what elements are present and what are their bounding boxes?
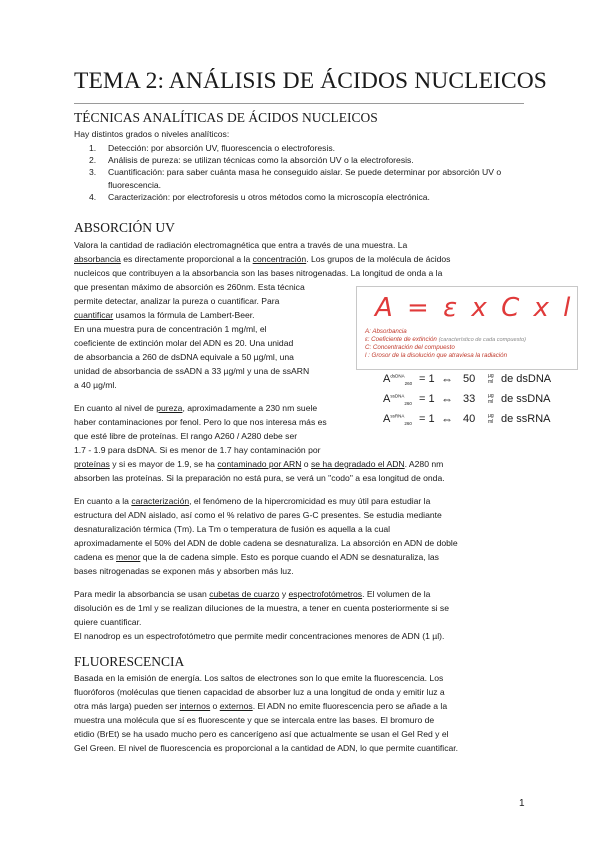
paragraph-line: que presentan máximo de absorción es 260nm. Esta técnica — [74, 282, 305, 292]
paragraph-line: Valora la cantidad de radiación electromagnética que entra a través de una muestra. La — [74, 240, 408, 250]
paragraph-line: Gel Green. El nivel de fluorescencia es proporcional a la cantidad de ADN, lo que permite cuantificar. — [74, 743, 459, 753]
paragraph-line: aproximadamente el 50% del ADN de doble cadena se desnaturaliza. La absorción en ADN de doble — [74, 538, 458, 548]
title-divider — [74, 103, 524, 104]
absorbance-equivalences-image — [383, 371, 573, 433]
page-number: 1 — [519, 798, 525, 809]
paragraph-line: En cuanto al nivel de pureza, aproximadamente a 230 nm suele — [74, 403, 318, 413]
paragraph-line: otra más larga) pueden ser internos o externos. El ADN no emite fluorescencia pero se añade a la — [74, 701, 448, 711]
lambert-beer-formula-image — [356, 286, 578, 370]
paragraph-line: En una muestra pura de concentración 1 mg/ml, el — [74, 324, 267, 334]
paragraph-line: que esté libre de proteínas. El rango A260 / A280 debe ser — [74, 431, 298, 441]
paragraph-line: Para medir la absorbancia se usan cubetas de cuarzo y espectrofotómetros. El volumen de la — [74, 589, 431, 599]
equivalence-row: $A^{ssRNA}_{260}$ = 1 ⇔ 40 µg ml de ssRNA — [383, 412, 551, 427]
paragraph-line: proteínas y si es mayor de 1.9, se ha contaminado por ARN o se ha degradado el ADN. A280 nm — [74, 459, 444, 469]
paragraph-line: unidad de absorbancia de ssADN a 33 µg/ml y una de ssARN — [74, 366, 310, 376]
formula-legend-line: l : Grosor de la disolución que atraviesa la radiación — [365, 352, 508, 359]
paragraph-line: cuantificar usamos la fórmula de Lambert-Beer. — [74, 310, 255, 320]
paragraph-line: desnaturalización térmica (Tm). La Tm o temperatura de fusión es aquella a la cual — [74, 524, 391, 534]
formula-equation: A = ε x C x l — [375, 293, 574, 323]
list-item: 4. Caracterización: por electroforesis u otros métodos como la microscopía electrónica. — [89, 191, 430, 202]
paragraph-line: quiere cuantificar. — [74, 617, 142, 627]
paragraph-line: etidio (BrEt) se ha usado mucho pero es cancerígeno así que actualmente se usan el Gel Red y el — [74, 729, 449, 739]
paragraph-line: a 40 µg/ml. — [74, 380, 117, 390]
paragraph-line: Basada en la emisión de energía. Los saltos de electrones son lo que emite la fluorescencia. Los — [74, 673, 444, 683]
paragraph-line: coeficiente de extinción molar del ADN es 20. Una unidad — [74, 338, 294, 348]
formula-legend-line: ε: Coeficiente de extinción (característico de cada compuesto) — [365, 336, 526, 343]
paragraph-line: 1.7 - 1.9 para dsDNA. Si es menor de 1.7 hay contaminación por — [74, 445, 321, 455]
page-title: TEMA 2: ANÁLISIS DE ÁCIDOS NUCLEICOS — [74, 68, 547, 94]
paragraph-line: muestra una molécula que sí es fluorescente y que se intercala entre las bases. El bromuro de — [74, 715, 435, 725]
paragraph-line: En cuanto a la caracterización, el fenómeno de la hipercromicidad es muy útil para estudiar la — [74, 496, 431, 506]
section-heading-tecnicas: TÉCNICAS ANALÍTICAS DE ÁCIDOS NUCLEICOS — [74, 110, 378, 125]
paragraph-line: cadena es menor que la de cadena simple. Esto es porque cuando el ADN se desnaturaliza, las — [74, 552, 439, 562]
paragraph-line: permite detectar, analizar la pureza o cuantificar. Para — [74, 296, 280, 306]
double-arrow-icon: ⇔ — [441, 372, 453, 386]
paragraph-line: de absorbancia a 260 de dsDNA equivale a 50 µg/ml, una — [74, 352, 294, 362]
paragraph-line: fluoróforos (moléculas que tienen capacidad de absorber luz a una longitud de onda y emitir luz a — [74, 687, 445, 697]
paragraph-line: El nanodrop es un espectrofotómetro que permite medir concentraciones menores de ADN (1 µl). — [74, 631, 445, 641]
paragraph-line: absorbancia es directamente proporcional a la concentración. Los grupos de la molécula de ácidos — [74, 254, 451, 264]
double-arrow-icon: ⇔ — [441, 392, 453, 406]
section-heading-fluorescencia: FLUORESCENCIA — [74, 654, 185, 669]
formula-legend-line: C: Concentración del compuesto — [365, 344, 455, 351]
paragraph-line: nucleicos que contribuyen a la absorbancia son las bases nitrogenadas. La longitud de onda a la — [74, 268, 443, 278]
list-item: 1. Detección: por absorción UV, fluorescencia o electroforesis. — [89, 143, 336, 153]
paragraph-line: bases nitrogenadas se exponen más y absorben más luz. — [74, 566, 294, 576]
equivalence-row: $A^{dsDNA}_{260}$ = 1 ⇔ 50 µg ml de dsDNA — [383, 372, 552, 387]
paragraph-line: haber contaminaciones por fenol. Pero lo que nos interesa más es — [74, 417, 327, 427]
list-item: 3. Cuantificación: para saber cuánta masa he conseguido aislar. Se puede determinar por absorción UV o fluorescencia. — [89, 167, 502, 190]
analytic-levels-list — [74, 142, 526, 203]
formula-legend-line: A: Absorbancia — [365, 328, 407, 335]
equivalence-row: $A^{ssDNA}_{260}$ = 1 ⇔ 33 µg ml de ssDNA — [383, 392, 551, 407]
paragraph-line: estructura del ADN aislado, así como el % relativo de pares G-C presentes. Se estudia mediante — [74, 510, 442, 520]
section-intro: Hay distintos grados o niveles analíticos: — [74, 129, 230, 139]
list-item: 2. Análisis de pureza: se utilizan técnicas como la absorción UV o la electroforesis. — [89, 155, 414, 166]
double-arrow-icon: ⇔ — [441, 412, 453, 426]
paragraph-line: absorben las proteínas. Si la preparación no está pura, se verá un "codo" a esa longitud de onda. — [74, 473, 445, 483]
paragraph-line: disolución es de 1ml y se realizan diluciones de la muestra, a tener en cuenta posteriormente si se — [74, 603, 449, 613]
section-heading-absorcion: ABSORCIÓN UV — [74, 220, 175, 235]
